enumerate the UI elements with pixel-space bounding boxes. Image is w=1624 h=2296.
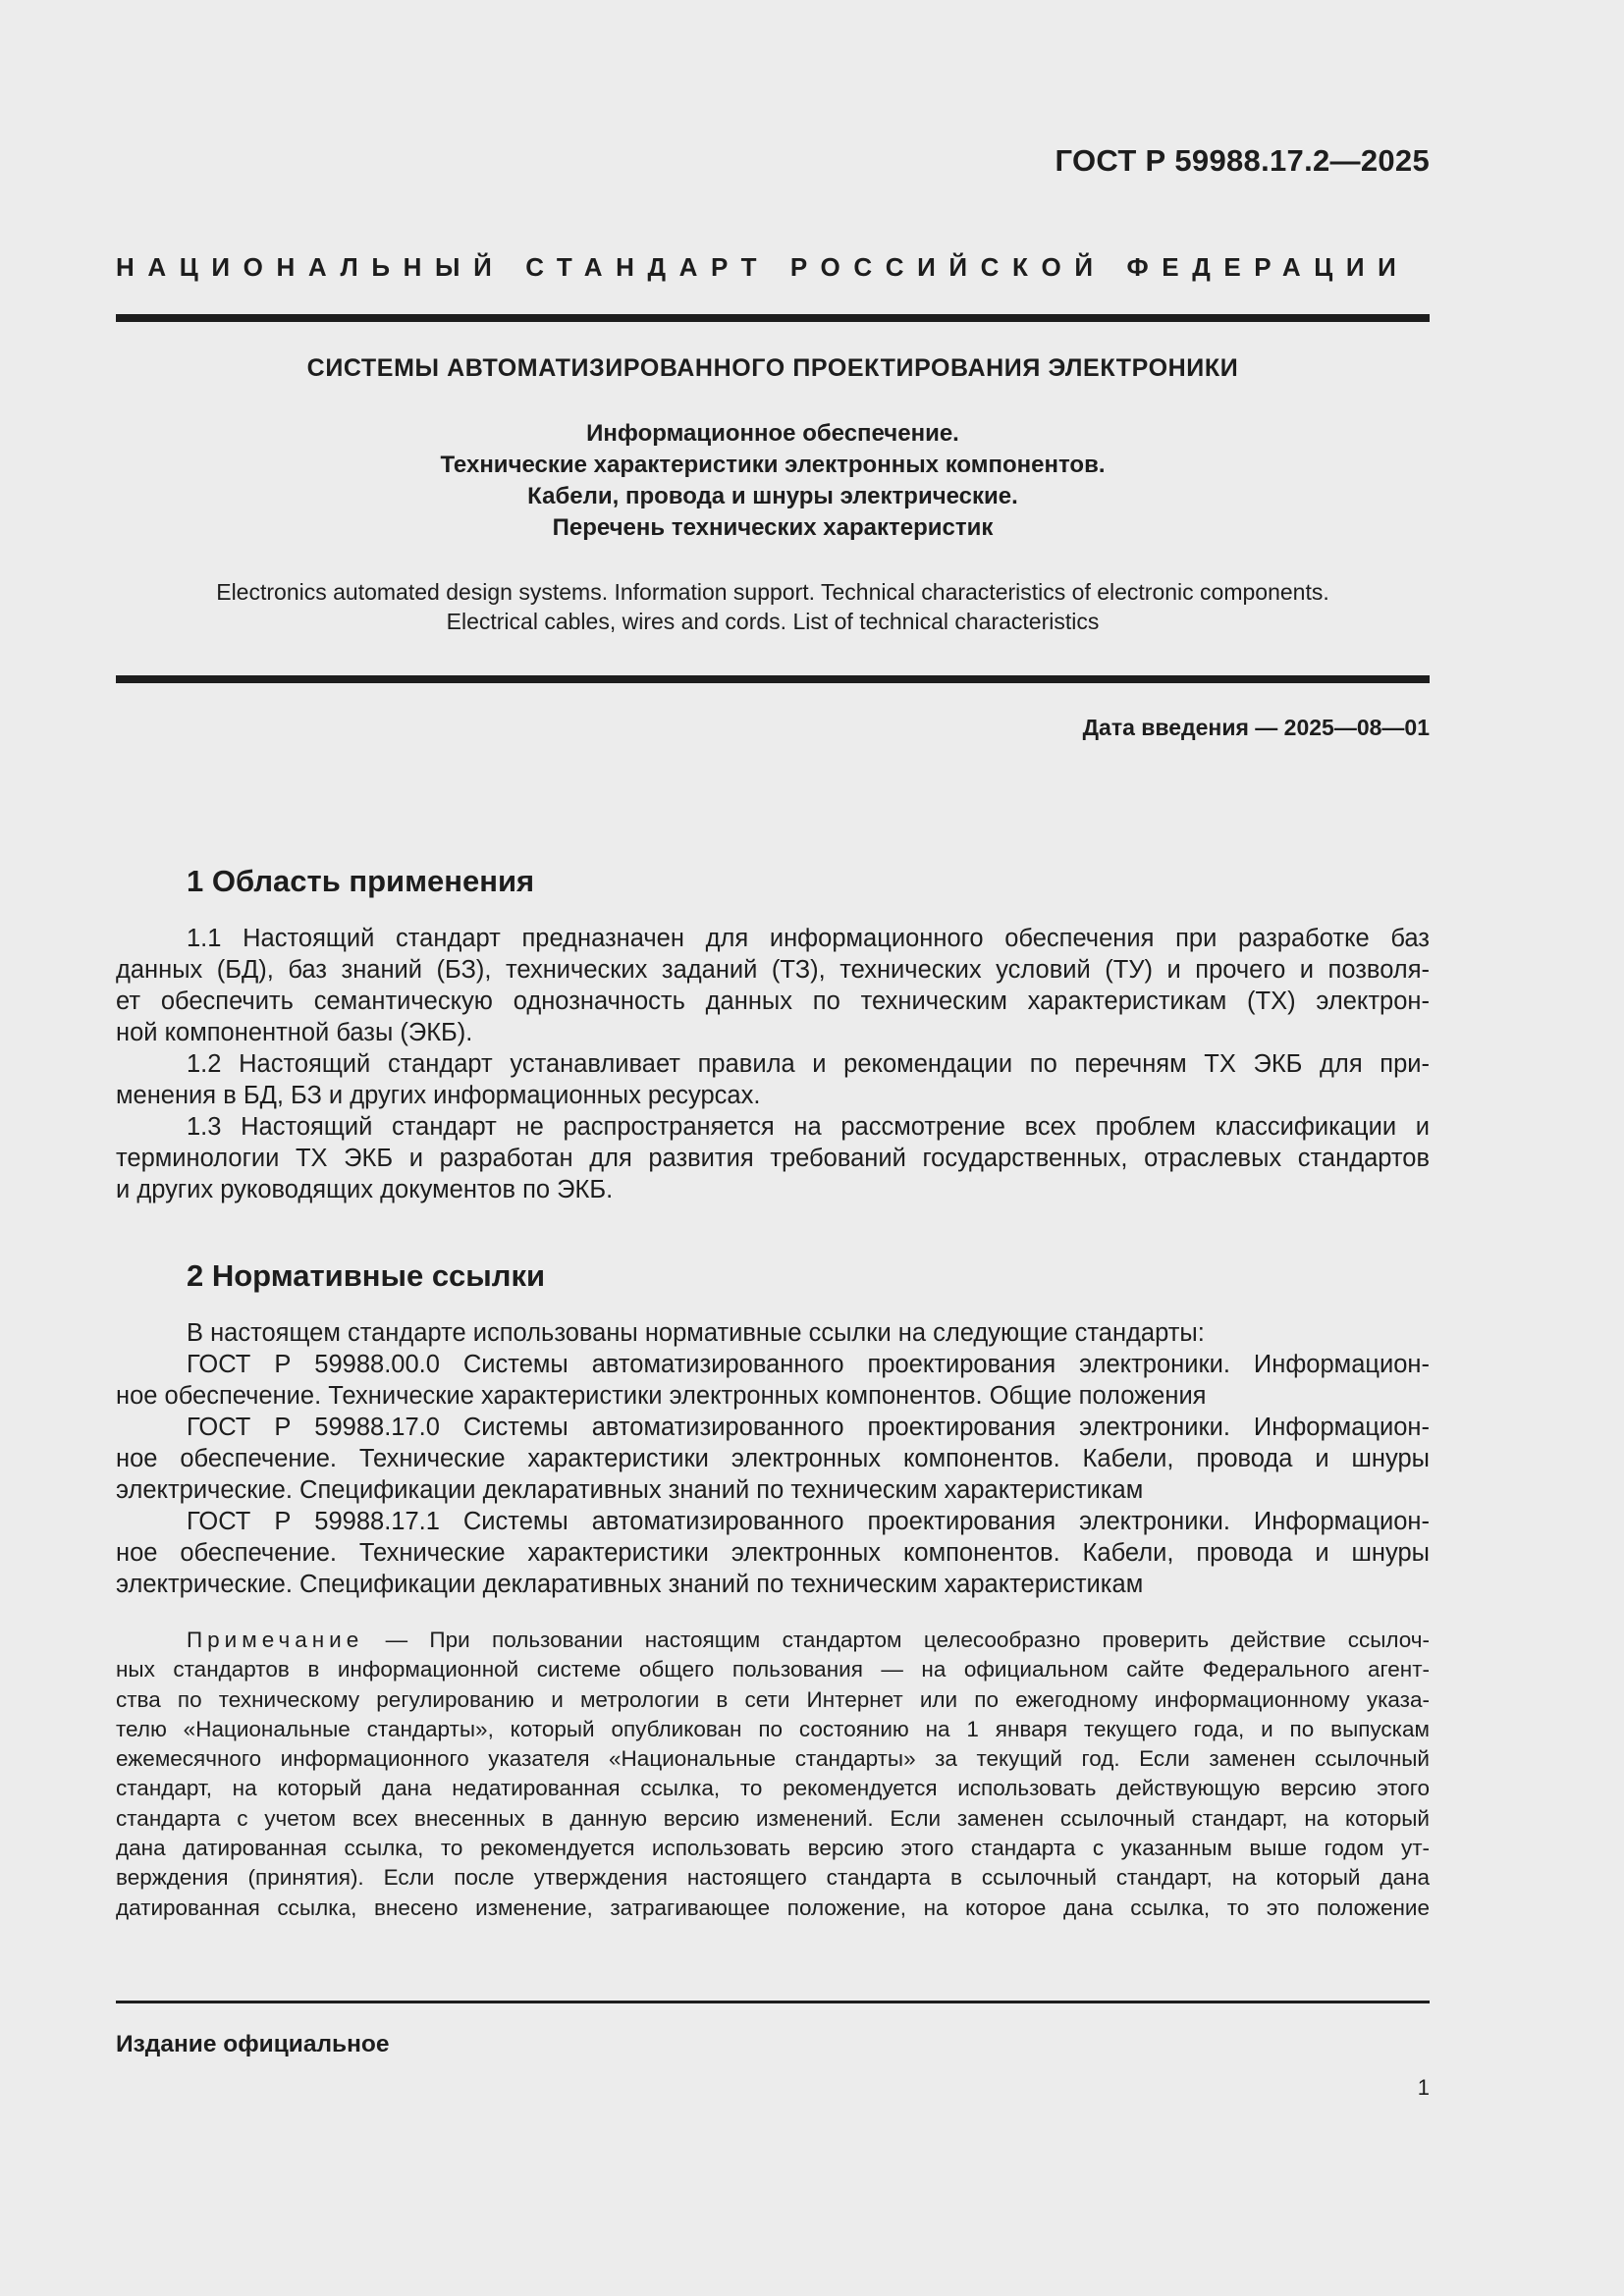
reference-line: ное обеспечение. Технические характеристики электронных компонентов. Общие положения	[116, 1382, 1207, 1410]
reference-line: ное обеспечение. Технические характеристики электронных компонентов. Кабели, провода и шнуры	[116, 1539, 1430, 1567]
paragraph-line: В настоящем стандарте использованы нормативные ссылки на следующие стандарты:	[187, 1319, 1205, 1347]
paragraph-line: терминологии ТХ ЭКБ и разработан для развития требований государственных, отраслевых стандартов	[116, 1145, 1430, 1172]
paragraph-line: 1.2 Настоящий стандарт устанавливает правила и рекомендации по перечням ТХ ЭКБ для при-	[187, 1050, 1430, 1078]
note-block	[116, 1626, 1430, 1923]
standard-code: ГОСТ Р 59988.17.2—2025	[1055, 143, 1430, 178]
note-text: — При пользовании настоящим стандартом целесообразно проверить действие ссылоч-	[385, 1628, 1430, 1652]
note-line: ных стандартов в информационной системе общего пользования — на официальном сайте Федерального агент-	[116, 1657, 1430, 1682]
subtitle-line: Технические характеристики электронных компонентов.	[440, 452, 1106, 478]
introduction-date: Дата введения — 2025—08—01	[1082, 715, 1430, 740]
paragraph-line: данных (БД), баз знаний (БЗ), технических заданий (ТЗ), технических условий (ТУ) и прочего и позволя-	[116, 956, 1430, 984]
main-title: СИСТЕМЫ АВТОМАТИЗИРОВАННОГО ПРОЕКТИРОВАНИЯ ЭЛЕКТРОНИКИ	[306, 354, 1239, 382]
section-2-body	[116, 1317, 1430, 1600]
section-1-body	[116, 923, 1430, 1205]
note-label: Примечание	[187, 1628, 364, 1652]
note-line: телю «Национальные стандарты», который опубликован по состоянию на 1 января текущего года, и по выпускам	[116, 1716, 1430, 1741]
subtitle-line: Кабели, провода и шнуры электрические.	[527, 483, 1018, 509]
section-1-heading: 1 Область применения	[187, 864, 535, 898]
paragraph-line: ет обеспечить семантическую однозначность данных по техническим характеристикам (ТХ) электрон-	[116, 988, 1430, 1015]
english-title-line: Electrical cables, wires and cords. List of technical characteristics	[446, 609, 1100, 634]
title-bottom-rule	[116, 675, 1430, 683]
note-line: дана датированная ссылка, то рекомендуется использовать версию этого стандарта с указанным выше годом ут-	[116, 1836, 1430, 1861]
note-line	[116, 1626, 1430, 1655]
reference-line: ГОСТ Р 59988.17.0 Системы автоматизированного проектирования электроники. Информацион-	[187, 1414, 1430, 1441]
note-line: стандарта с учетом всех внесенных в данную версию изменений. Если заменен ссылочный стандарт, на который	[116, 1805, 1430, 1831]
note-line: ства по техническому регулированию и метрологии в сети Интернет или по ежегодному информационному указа-	[116, 1686, 1430, 1712]
note-line: верждения (принятия). Если после утверждения настоящего стандарта в ссылочный стандарт, на который дана	[116, 1865, 1430, 1891]
footer-rule	[116, 2001, 1430, 2003]
reference-line: ное обеспечение. Технические характеристики электронных компонентов. Кабели, провода и шнуры	[116, 1445, 1430, 1472]
paragraph-line: 1.1 Настоящий стандарт предназначен для информационного обеспечения при разработке баз	[187, 925, 1430, 952]
paragraph-line: 1.3 Настоящий стандарт не распространяется на рассмотрение всех проблем классификации и	[187, 1113, 1430, 1141]
note-line: стандарт, на который дана недатированная ссылка, то рекомендуется использовать действующую версию этого	[116, 1776, 1430, 1801]
official-edition-label: Издание официальное	[116, 2031, 390, 2057]
english-title-line: Electronics automated design systems. Information support. Technical characteristics of electronic components.	[216, 579, 1329, 605]
paragraph-line: менения в БД, БЗ и других информационных ресурсах.	[116, 1082, 761, 1109]
paragraph-line: и других руководящих документов по ЭКБ.	[116, 1176, 614, 1203]
subtitle-line: Информационное обеспечение.	[586, 420, 959, 447]
reference-line: электрические. Спецификации декларативных знаний по техническим характеристикам	[116, 1571, 1144, 1598]
top-rule	[116, 314, 1430, 322]
reference-line: ГОСТ Р 59988.17.1 Системы автоматизированного проектирования электроники. Информацион-	[187, 1508, 1430, 1535]
subtitle-line: Перечень технических характеристик	[552, 514, 994, 541]
national-standard-heading: НАЦИОНАЛЬНЫЙ СТАНДАРТ РОССИЙСКОЙ ФЕДЕРАЦИИ	[116, 252, 1410, 282]
note-line: датированная ссылка, внесено изменение, затрагивающее положение, на которое дана ссылка, то это положение	[116, 1895, 1430, 1920]
paragraph-line: ной компонентной базы (ЭКБ).	[116, 1019, 473, 1046]
note-line: ежемесячного информационного указателя «Национальные стандарты» за текущий год. Если заменен ссылочный	[116, 1746, 1430, 1772]
document-page	[116, 0, 1430, 2296]
subtitle-block	[116, 418, 1430, 544]
reference-line: электрические. Спецификации декларативных знаний по техническим характеристикам	[116, 1476, 1144, 1504]
reference-line: ГОСТ Р 59988.00.0 Системы автоматизированного проектирования электроники. Информацион-	[187, 1351, 1430, 1378]
english-title	[116, 577, 1430, 636]
section-2-heading: 2 Нормативные ссылки	[187, 1258, 546, 1293]
page-number: 1	[1417, 2075, 1430, 2100]
